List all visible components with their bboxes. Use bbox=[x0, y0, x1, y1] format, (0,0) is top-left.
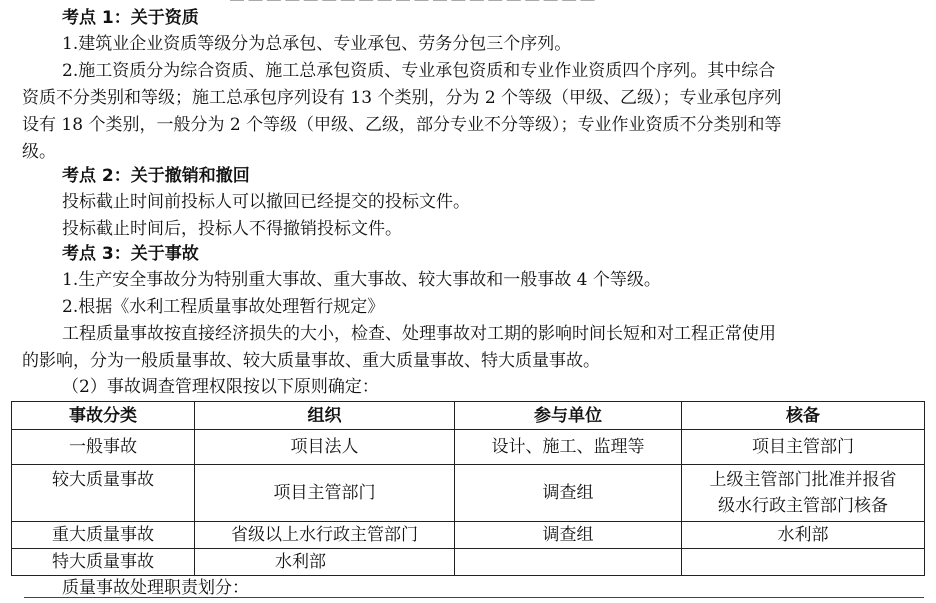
table-cell-line: 级水行政主管部门核备 bbox=[718, 496, 888, 516]
table-row bbox=[12, 465, 925, 522]
table-cell: 水利部 bbox=[195, 549, 455, 576]
table-row bbox=[12, 522, 925, 549]
paragraph-line: 2.根据《水利工程质量事故处理暂行规定》 bbox=[62, 297, 385, 317]
cut-off-header-text bbox=[230, 0, 750, 2]
table-cell: 一般事故 bbox=[12, 430, 195, 465]
paragraph-line: 1.生产安全事故分为特别重大事故、重大事故、较大事故和一般事故 4 个等级。 bbox=[62, 270, 661, 290]
table-cell: 特大质量事故 bbox=[12, 549, 195, 576]
column-header-category: 事故分类 bbox=[12, 402, 195, 430]
column-header-organizer: 组织 bbox=[195, 402, 455, 430]
table-cell bbox=[682, 549, 925, 576]
table-row bbox=[12, 549, 925, 576]
paragraph-line: 的影响，分为一般质量事故、较大质量事故、重大质量事故、特大质量事故。 bbox=[22, 351, 600, 371]
table-cell: 重大质量事故 bbox=[12, 522, 195, 549]
table-header-row bbox=[12, 402, 925, 430]
paragraph-line: 投标截止时间后，投标人不得撤销投标文件。 bbox=[62, 219, 402, 239]
table-cell: 省级以上水行政主管部门 bbox=[195, 522, 455, 549]
column-header-participants: 参与单位 bbox=[455, 402, 682, 430]
column-header-filing: 核备 bbox=[682, 402, 925, 430]
table-cell: 项目法人 bbox=[195, 430, 455, 465]
bottom-divider bbox=[24, 597, 924, 598]
paragraph-line: 2.施工资质分为综合资质、施工总承包资质、专业承包资质和专业作业资质四个序列。其中综合 bbox=[62, 61, 776, 81]
paragraph-line: 级。 bbox=[22, 142, 56, 162]
table-cell: 较大质量事故 bbox=[12, 465, 195, 522]
section-heading-1: 考点 1：关于资质 bbox=[62, 8, 199, 28]
paragraph-line: 设有 18 个类别，一般分为 2 个等级（甲级、乙级，部分专业不分等级）；专业作业资质不分类别和等 bbox=[22, 115, 782, 135]
paragraph-line: 1.建筑业企业资质等级分为总承包、专业承包、劳务分包三个序列。 bbox=[62, 34, 572, 54]
table-cell-multiline bbox=[682, 465, 925, 522]
table-cell-line: 上级主管部门批准并报省 bbox=[709, 470, 897, 490]
section-heading-3: 考点 3：关于事故 bbox=[62, 244, 199, 264]
paragraph-line: 工程质量事故按直接经济损失的大小，检查、处理事故对工期的影响时间长短和对工程正常使用 bbox=[62, 324, 776, 344]
table-cell: 调查组 bbox=[455, 522, 682, 549]
table-cell: 设计、施工、监理等 bbox=[455, 430, 682, 465]
accident-authority-table bbox=[11, 401, 925, 576]
section-heading-2: 考点 2：关于撤销和撤回 bbox=[62, 166, 250, 186]
table-cell: 项目主管部门 bbox=[195, 465, 455, 522]
table-row bbox=[12, 430, 925, 465]
paragraph-line: 资质不分类别和等级；施工总承包序列设有 13 个类别，分为 2 个等级（甲级、乙级）；专业承包序列 bbox=[22, 88, 782, 108]
paragraph-line: （2）事故调查管理权限按以下原则确定： bbox=[62, 377, 379, 397]
footer-paragraph-line: 质量事故处理职责划分： bbox=[62, 578, 249, 598]
paragraph-line: 投标截止时间前投标人可以撤回已经提交的投标文件。 bbox=[62, 192, 470, 212]
table-cell: 调查组 bbox=[455, 465, 682, 522]
table-cell: 水利部 bbox=[682, 522, 925, 549]
table-cell bbox=[455, 549, 682, 576]
table-cell: 项目主管部门 bbox=[682, 430, 925, 465]
